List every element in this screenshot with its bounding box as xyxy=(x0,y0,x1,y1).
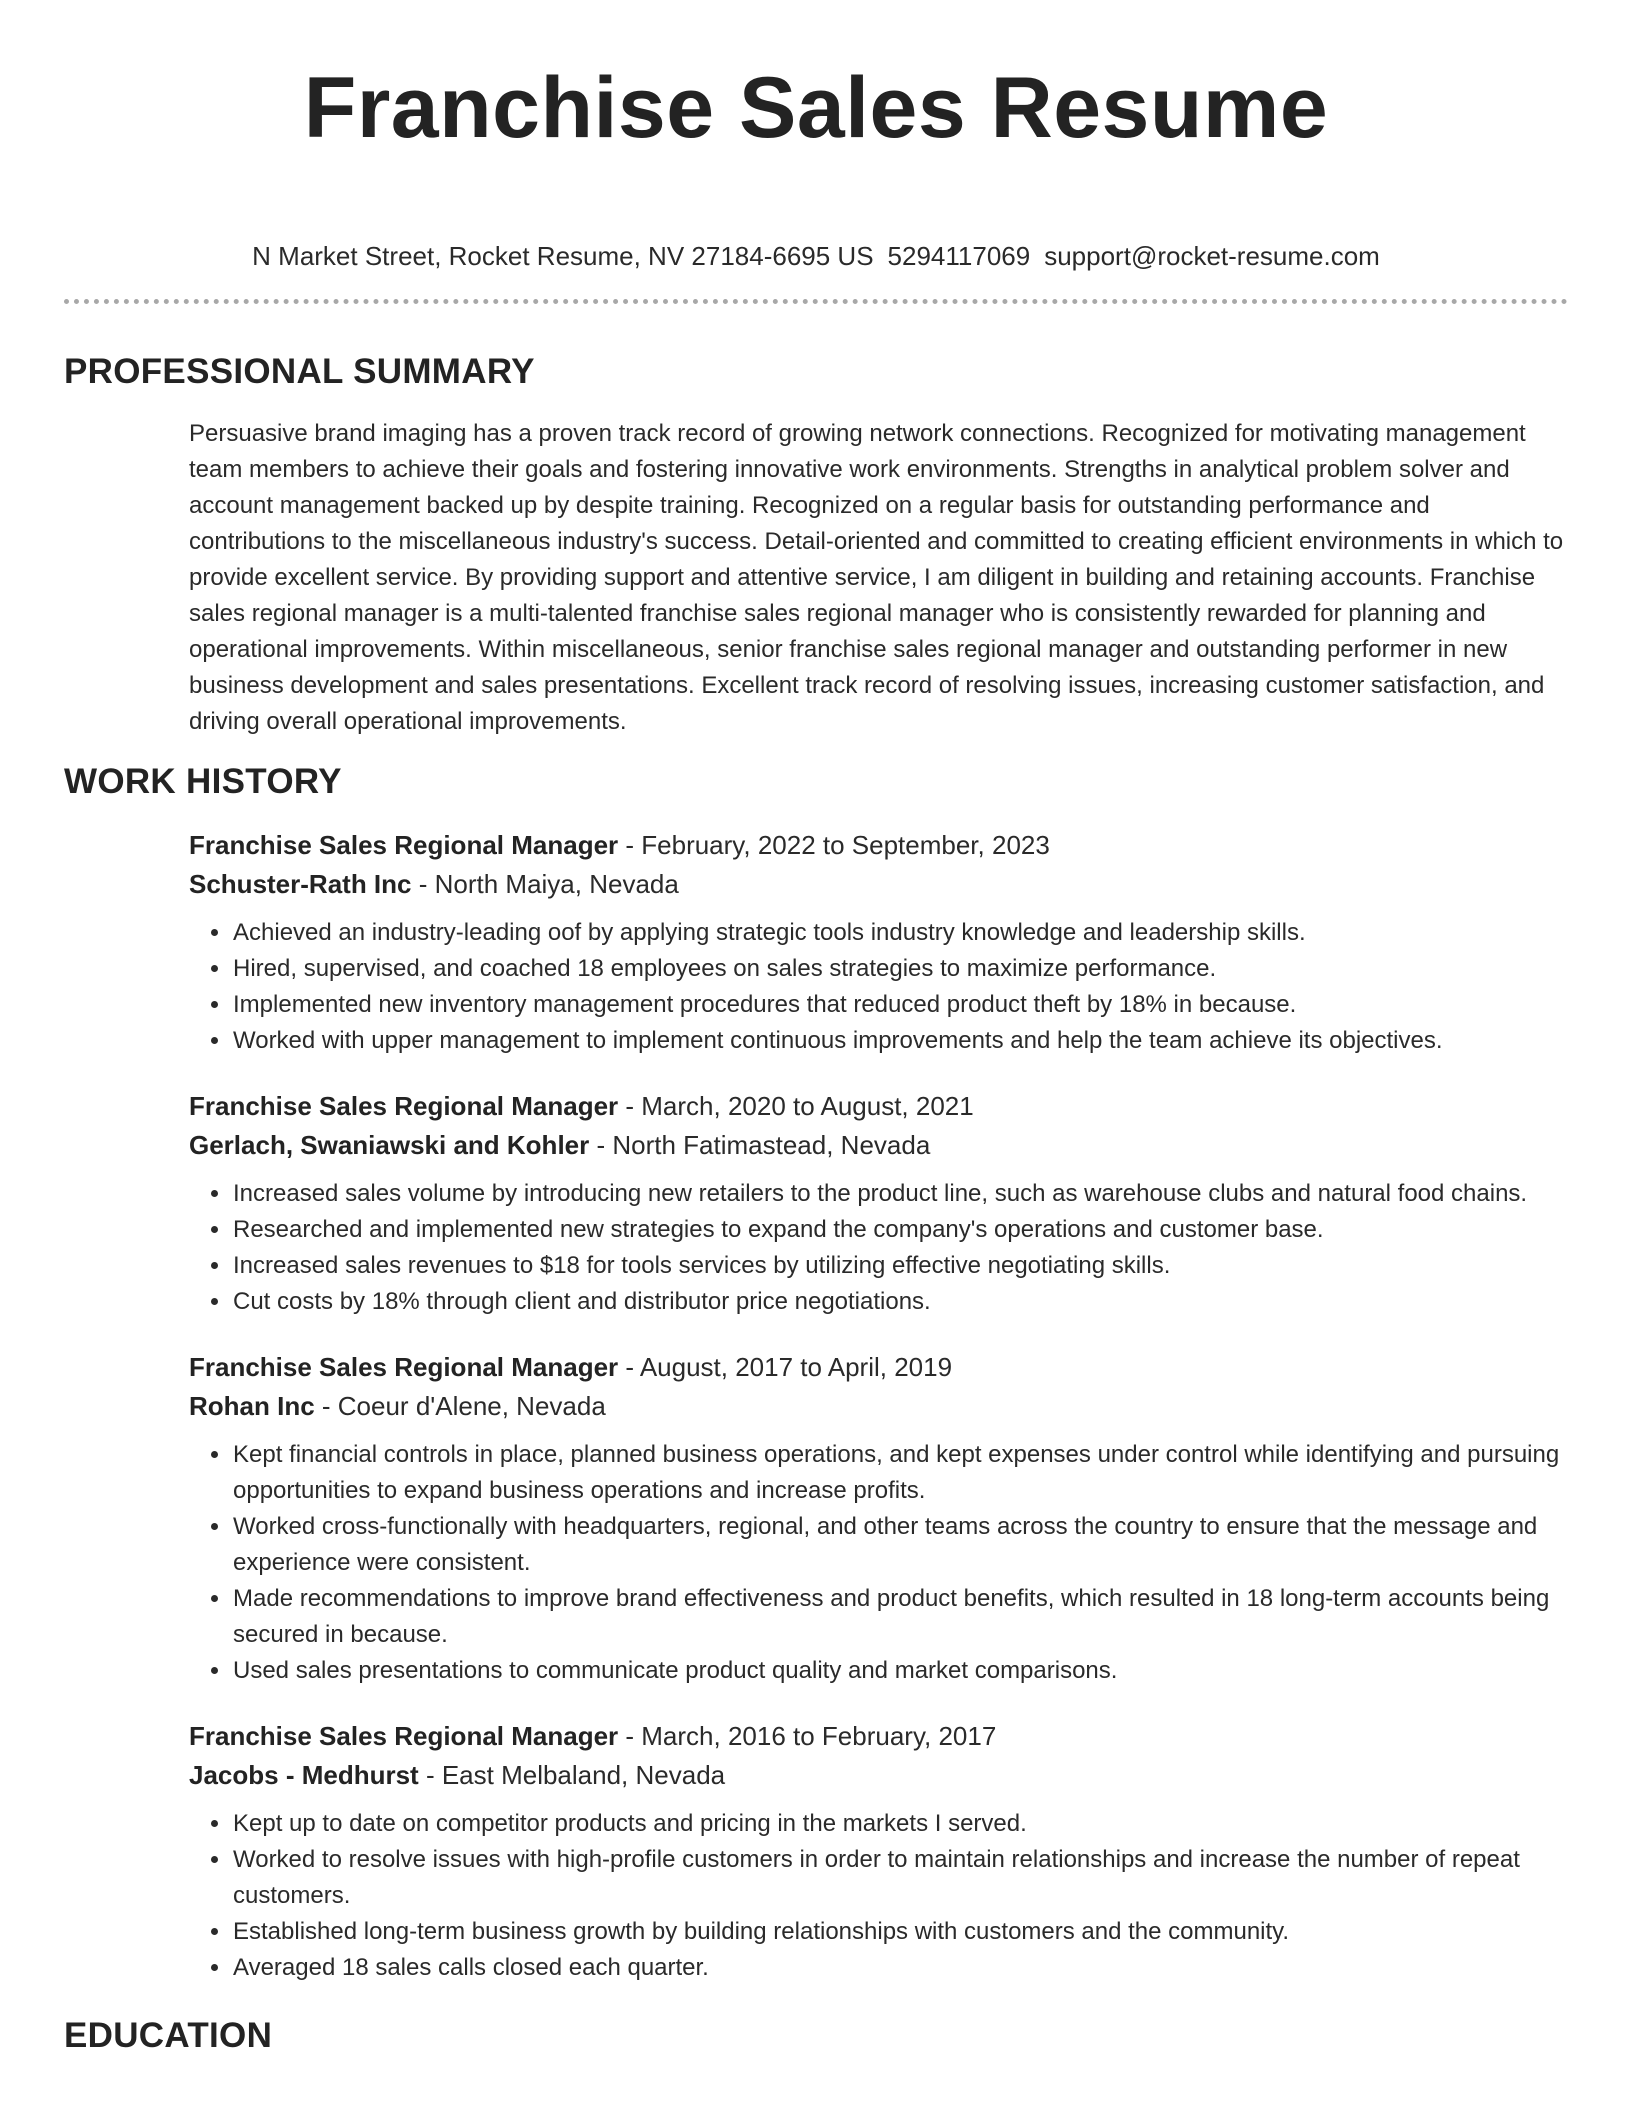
job-bullet: • Worked with upper management to implement continuous improvements and help the team achieve its objectives. xyxy=(232,1023,1568,1059)
contact-phone: 5294117069 xyxy=(887,241,1031,271)
job-bullet-list xyxy=(189,1806,1568,1986)
job-location: - Coeur d'Alene, Nevada xyxy=(314,1391,606,1421)
section-heading-work-history: WORK HISTORY xyxy=(64,762,342,801)
contact-line xyxy=(64,238,1568,274)
job-dates: - March, 2016 to February, 2017 xyxy=(618,1721,997,1751)
job-bullet: • Kept financial controls in place, planned business operations, and kept expenses under control while identifying and pursuing opportunities to expand business operations and increase profits. xyxy=(232,1437,1568,1509)
job-bullet: • Hired, supervised, and coached 18 employees on sales strategies to maximize performance. xyxy=(232,951,1568,987)
job-bullet: • Made recommendations to improve brand effectiveness and product benefits, which resulted in 18 long-term accounts being secured in because. xyxy=(232,1581,1568,1653)
job-dates: - August, 2017 to April, 2019 xyxy=(618,1352,953,1382)
job-bullet: • Implemented new inventory management procedures that reduced product theft by 18% in because. xyxy=(232,987,1568,1023)
job-bullet: • Established long-term business growth by building relationships with customers and the community. xyxy=(232,1914,1568,1950)
job-title-line xyxy=(189,1087,1568,1126)
job-bullet-list xyxy=(189,915,1568,1059)
job-bullet: • Researched and implemented new strategies to expand the company's operations and customer base. xyxy=(232,1212,1568,1248)
job-entry xyxy=(189,1348,1568,1689)
job-location: - North Maiya, Nevada xyxy=(411,869,679,899)
resume-title: Franchise Sales Resume xyxy=(303,60,1329,156)
job-entry xyxy=(189,1717,1568,1986)
job-title-line xyxy=(189,826,1568,865)
job-title-line xyxy=(189,1717,1568,1756)
job-company: Gerlach, Swaniawski and Kohler xyxy=(189,1130,590,1160)
summary-text: Persuasive brand imaging has a proven track record of growing network connections. Recognized for motivating management team members to achieve their goals and fostering innovative work environments. Strengths in analytical problem solver and account management backed up by despite training. Recognized on a regular basis for outstanding performance and contributions to the miscellaneous industry's success. Detail-oriented and committed to creating efficient environments in which to provide excellent service. By providing support and attentive service, I am diligent in building and retaining accounts. Franchise sales regional manager is a multi-talented franchise sales regional manager who is consistently rewarded for planning and operational improvements. Within miscellaneous, senior franchise sales regional manager and outstanding performer in new business development and sales presentations. Excellent track record of resolving issues, increasing customer satisfaction, and driving overall operational improvements. xyxy=(189,420,1564,735)
job-company-line xyxy=(189,1387,1568,1426)
job-title-line xyxy=(189,1348,1568,1387)
job-title: Franchise Sales Regional Manager xyxy=(189,1091,619,1121)
job-bullet: • Worked cross-functionally with headquarters, regional, and other teams across the country to ensure that the message and experience were consistent. xyxy=(232,1509,1568,1581)
job-company-line xyxy=(189,1756,1568,1795)
job-company-line xyxy=(189,865,1568,904)
job-entry xyxy=(189,826,1568,1059)
job-dates: - March, 2020 to August, 2021 xyxy=(618,1091,974,1121)
header-divider xyxy=(64,299,1568,304)
job-title: Franchise Sales Regional Manager xyxy=(189,1721,619,1751)
job-bullet: • Averaged 18 sales calls closed each quarter. xyxy=(232,1950,1568,1986)
job-company: Rohan Inc xyxy=(189,1391,315,1421)
job-bullet-list xyxy=(189,1176,1568,1320)
job-bullet: • Achieved an industry-leading oof by applying strategic tools industry knowledge and leadership skills. xyxy=(232,915,1568,951)
job-title: Franchise Sales Regional Manager xyxy=(189,1352,619,1382)
section-heading-education: EDUCATION xyxy=(64,2016,273,2055)
job-company: Schuster-Rath Inc xyxy=(189,869,412,899)
contact-email: support@rocket-resume.com xyxy=(1044,241,1380,271)
job-bullet: • Cut costs by 18% through client and distributor price negotiations. xyxy=(232,1284,1568,1320)
job-bullet: • Increased sales volume by introducing new retailers to the product line, such as warehouse clubs and natural food chains. xyxy=(232,1176,1568,1212)
job-bullet: • Kept up to date on competitor products and pricing in the markets I served. xyxy=(232,1806,1568,1842)
job-bullet: • Increased sales revenues to $18 for tools services by utilizing effective negotiating skills. xyxy=(232,1248,1568,1284)
contact-address: N Market Street, Rocket Resume, NV 27184-6695 US xyxy=(252,241,874,271)
job-title: Franchise Sales Regional Manager xyxy=(189,830,619,860)
job-dates: - February, 2022 to September, 2023 xyxy=(618,830,1050,860)
section-heading-summary: PROFESSIONAL SUMMARY xyxy=(64,352,535,391)
job-company: Jacobs - Medhurst xyxy=(189,1760,419,1790)
job-location: - East Melbaland, Nevada xyxy=(418,1760,726,1790)
job-entry xyxy=(189,1087,1568,1320)
job-bullet: • Used sales presentations to communicate product quality and market comparisons. xyxy=(232,1653,1568,1689)
job-bullet: • Worked to resolve issues with high-profile customers in order to maintain relationships and increase the number of repeat customers. xyxy=(232,1842,1568,1914)
job-company-line xyxy=(189,1126,1568,1165)
job-bullet-list xyxy=(189,1437,1568,1689)
job-location: - North Fatimastead, Nevada xyxy=(589,1130,931,1160)
